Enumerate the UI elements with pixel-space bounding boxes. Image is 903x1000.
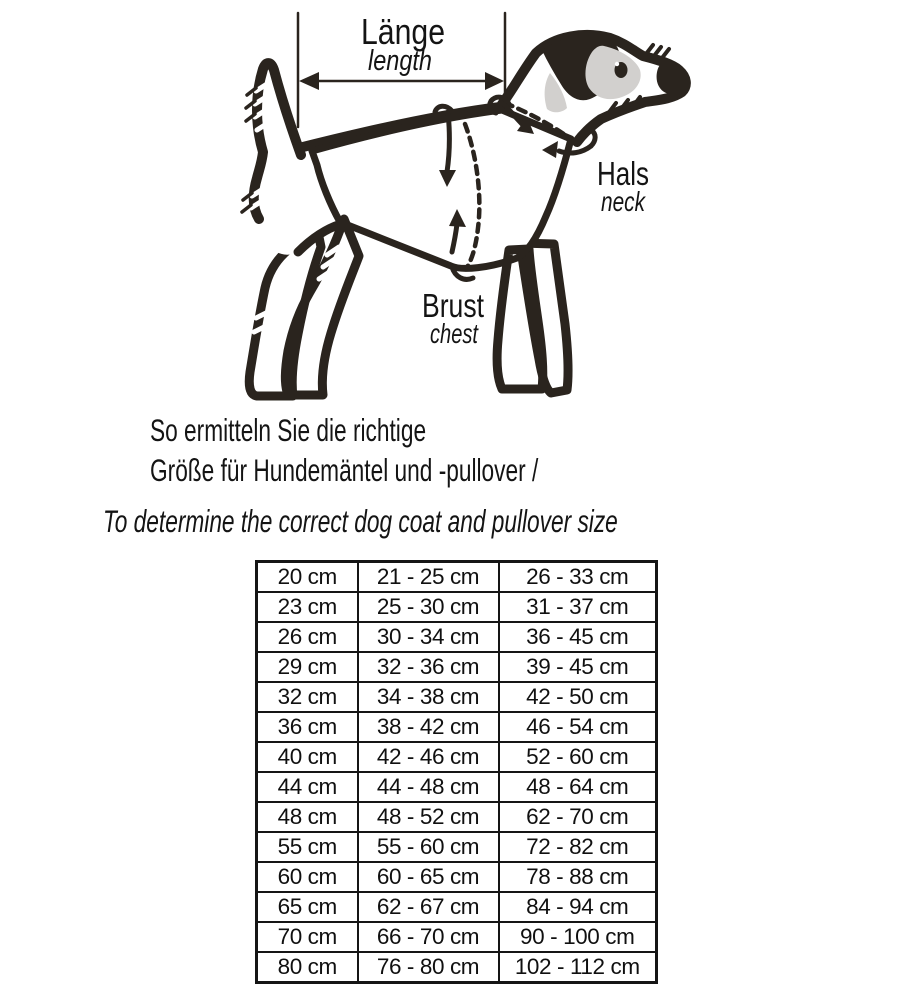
table-cell: 42 - 46 cm [358, 742, 499, 772]
table-row [257, 832, 657, 862]
table-cell: 70 cm [257, 922, 358, 952]
table-row [257, 682, 657, 712]
chest-label-de: Brust [422, 287, 484, 324]
eye-highlight [615, 62, 619, 66]
table-cell: 62 - 67 cm [358, 892, 499, 922]
table-cell: 72 - 82 cm [499, 832, 657, 862]
table-row [257, 622, 657, 652]
size-table-body [257, 562, 657, 983]
neck-label-de: Hals [597, 155, 649, 192]
table-row [257, 652, 657, 682]
chest-label-en: chest [430, 318, 479, 349]
table-cell: 44 cm [257, 772, 358, 802]
table-cell: 34 - 38 cm [358, 682, 499, 712]
table-cell: 65 cm [257, 892, 358, 922]
table-row [257, 742, 657, 772]
table-cell: 76 - 80 cm [358, 952, 499, 983]
neck-label-en: neck [601, 186, 647, 217]
table-cell: 48 cm [257, 802, 358, 832]
table-cell: 32 cm [257, 682, 358, 712]
table-cell: 78 - 88 cm [499, 862, 657, 892]
table-cell: 60 - 65 cm [358, 862, 499, 892]
table-cell: 52 - 60 cm [499, 742, 657, 772]
table-cell: 42 - 50 cm [499, 682, 657, 712]
table-cell: 90 - 100 cm [499, 922, 657, 952]
table-cell: 26 - 33 cm [499, 562, 657, 593]
table-cell: 21 - 25 cm [358, 562, 499, 593]
table-cell: 38 - 42 cm [358, 712, 499, 742]
size-table [255, 560, 658, 984]
length-label-en: length [368, 45, 432, 77]
table-cell: 30 - 34 cm [358, 622, 499, 652]
length-label-de: Länge [361, 11, 445, 52]
table-row [257, 712, 657, 742]
table-cell: 36 - 45 cm [499, 622, 657, 652]
table-cell: 26 cm [257, 622, 358, 652]
table-row [257, 802, 657, 832]
table-cell: 44 - 48 cm [358, 772, 499, 802]
table-cell: 102 - 112 cm [499, 952, 657, 983]
table-row [257, 892, 657, 922]
heading-line3-en: To determine the correct dog coat and pullover size [103, 503, 618, 539]
table-cell: 48 - 64 cm [499, 772, 657, 802]
heading-line2-de: Größe für Hundemäntel und -pullover / [150, 452, 539, 488]
table-cell: 23 cm [257, 592, 358, 622]
table-cell: 80 cm [257, 952, 358, 983]
table-cell: 31 - 37 cm [499, 592, 657, 622]
table-row [257, 772, 657, 802]
heading-line1-de: So ermitteln Sie die richtige [150, 412, 427, 448]
table-cell: 29 cm [257, 652, 358, 682]
table-cell: 84 - 94 cm [499, 892, 657, 922]
table-row [257, 922, 657, 952]
table-cell: 62 - 70 cm [499, 802, 657, 832]
table-cell: 60 cm [257, 862, 358, 892]
table-row [257, 562, 657, 593]
table-cell: 48 - 52 cm [358, 802, 499, 832]
table-cell: 36 cm [257, 712, 358, 742]
table-cell: 55 - 60 cm [358, 832, 499, 862]
table-row [257, 592, 657, 622]
table-cell: 55 cm [257, 832, 358, 862]
table-row [257, 952, 657, 983]
table-cell: 40 cm [257, 742, 358, 772]
table-cell: 39 - 45 cm [499, 652, 657, 682]
table-cell: 25 - 30 cm [358, 592, 499, 622]
table-row [257, 862, 657, 892]
table-cell: 20 cm [257, 562, 358, 593]
table-cell: 32 - 36 cm [358, 652, 499, 682]
table-cell: 66 - 70 cm [358, 922, 499, 952]
table-cell: 46 - 54 cm [499, 712, 657, 742]
